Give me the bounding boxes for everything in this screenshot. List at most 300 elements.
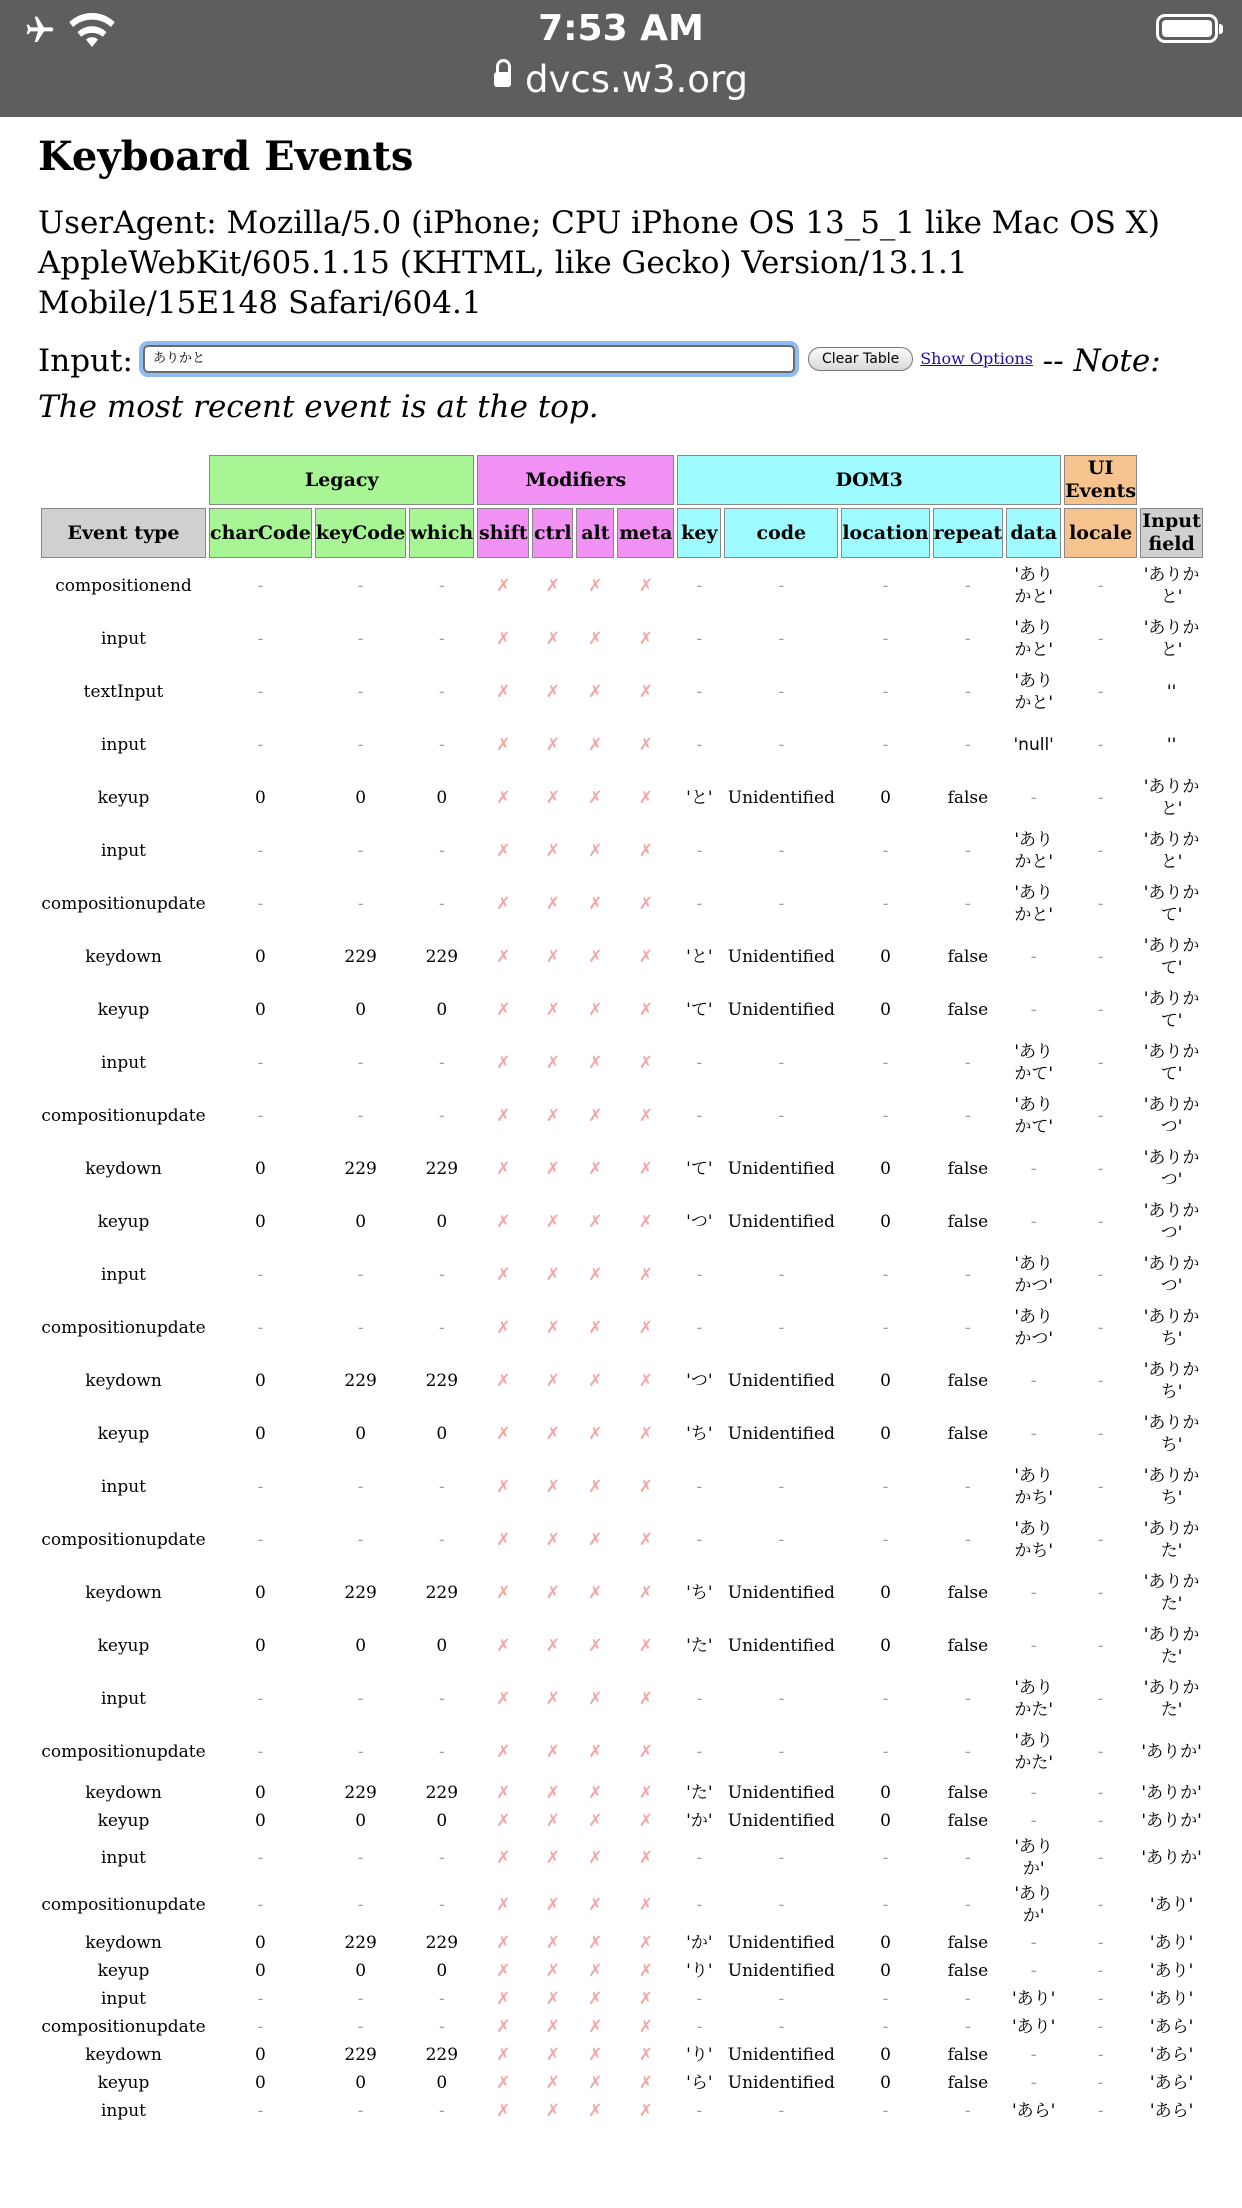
event-type-cell: compositionupdate: [41, 1895, 206, 1915]
event-row: [41, 1409, 1203, 1459]
column-header-keycode: keyCode: [315, 508, 406, 558]
alt-modifier-cell: ✗: [588, 1477, 603, 1497]
locale-cell: -: [1097, 841, 1104, 861]
charcode-cell: 0: [255, 1932, 266, 1953]
event-type-cell: keydown: [85, 1932, 162, 1953]
input-line: [38, 339, 1208, 429]
key-cell: -: [696, 2016, 703, 2037]
repeat-cell: false: [947, 1424, 989, 1444]
meta-modifier-cell: ✗: [638, 894, 653, 914]
which-cell: 229: [425, 1159, 459, 1179]
meta-modifier-cell: ✗: [638, 682, 653, 702]
alt-modifier-cell: ✗: [588, 1212, 603, 1232]
event-row: [41, 614, 1203, 664]
event-type-cell: keyup: [97, 1424, 150, 1444]
which-cell: 0: [436, 1636, 448, 1656]
repeat-cell: -: [965, 1848, 971, 1868]
input-field-cell: 'ありかち': [1143, 1466, 1200, 1508]
input-field-cell: 'ありか': [1141, 1848, 1202, 1868]
alt-modifier-cell: ✗: [588, 735, 603, 755]
ctrl-modifier-cell: ✗: [545, 1371, 560, 1391]
location-cell: -: [882, 682, 889, 702]
data-cell: 'ありかと': [1014, 618, 1054, 660]
data-cell: -: [1030, 1159, 1037, 1179]
column-header-repeat: repeat: [933, 508, 1004, 558]
shift-modifier-cell: ✗: [496, 894, 511, 914]
event-row: [41, 1836, 1203, 1880]
location-cell: -: [882, 2016, 889, 2037]
key-cell: -: [696, 1106, 703, 1126]
data-cell: -: [1030, 1636, 1037, 1656]
alt-modifier-cell: ✗: [588, 1742, 603, 1762]
which-cell: -: [438, 1477, 445, 1497]
event-row: [41, 1250, 1203, 1300]
event-type-cell: keyup: [97, 1810, 150, 1831]
key-cell: -: [696, 1895, 703, 1915]
event-type-cell: compositionupdate: [41, 1742, 206, 1762]
column-header-code: code: [724, 508, 838, 558]
data-cell: 'あり': [1011, 2016, 1056, 2037]
ctrl-modifier-cell: ✗: [545, 1895, 560, 1915]
input-field-cell: 'ありかち': [1143, 1413, 1200, 1455]
input-field-cell: 'ありかた': [1143, 1572, 1200, 1614]
event-type-cell: keyup: [97, 788, 150, 808]
keycode-cell: 229: [344, 1782, 377, 1803]
alt-modifier-cell: ✗: [588, 1583, 603, 1603]
repeat-cell: -: [965, 2100, 971, 2121]
location-cell: 0: [880, 788, 891, 808]
event-row: [41, 1091, 1203, 1141]
data-cell: -: [1030, 2072, 1037, 2093]
which-cell: 0: [436, 1424, 448, 1444]
repeat-cell: -: [965, 2016, 971, 2037]
data-cell: 'ありかち': [1014, 1519, 1054, 1561]
ctrl-modifier-cell: ✗: [545, 2044, 560, 2065]
shift-modifier-cell: ✗: [496, 1265, 511, 1285]
input-field-cell: 'あら': [1149, 2100, 1194, 2121]
ctrl-modifier-cell: ✗: [545, 576, 560, 596]
data-cell: 'ありかつ': [1014, 1307, 1054, 1349]
key-cell: -: [696, 1988, 703, 2009]
keycode-cell: -: [357, 1053, 364, 1073]
code-cell: Unidentified: [727, 788, 835, 808]
meta-modifier-cell: ✗: [638, 1106, 653, 1126]
which-cell: -: [438, 1106, 445, 1126]
which-cell: -: [438, 1689, 445, 1709]
input-field-cell: 'あら': [1149, 2016, 1194, 2037]
location-cell: 0: [880, 1932, 891, 1953]
locale-cell: -: [1097, 1424, 1104, 1444]
input-field-cell: 'ありかた': [1143, 1519, 1200, 1561]
shift-modifier-cell: ✗: [496, 1932, 511, 1953]
repeat-cell: -: [965, 1477, 971, 1497]
charcode-cell: -: [257, 1265, 264, 1285]
event-type-cell: keydown: [85, 1371, 162, 1391]
event-type-cell: input: [100, 1988, 147, 2009]
event-type-cell: textInput: [83, 682, 164, 702]
ctrl-modifier-cell: ✗: [545, 1159, 560, 1179]
input-field-cell: 'ありかと': [1143, 618, 1200, 660]
alt-modifier-cell: ✗: [588, 1053, 603, 1073]
location-cell: 0: [880, 1960, 891, 1981]
user-agent-text: UserAgent: Mozilla/5.0 (iPhone; CPU iPhone OS 13_5_1 like Mac OS X) AppleWebKit/605.1.15 (KHTML, like Gecko) Version/13.1.1 Mobile/15E148 Safari/604.1: [38, 205, 1160, 321]
clear-table-button[interactable]: Clear Table: [808, 347, 913, 371]
column-header-key: key: [677, 508, 721, 558]
keycode-cell: 0: [355, 1636, 367, 1656]
shift-modifier-cell: ✗: [496, 682, 511, 702]
data-cell: -: [1030, 788, 1037, 808]
alt-modifier-cell: ✗: [588, 1636, 603, 1656]
key-cell: -: [696, 576, 703, 596]
key-cell: 'て': [686, 1000, 713, 1020]
which-cell: -: [438, 735, 445, 755]
charcode-cell: -: [257, 1318, 264, 1338]
location-cell: -: [882, 1053, 889, 1073]
repeat-cell: -: [965, 1988, 971, 2009]
repeat-cell: -: [965, 1530, 971, 1550]
event-row: [41, 1462, 1203, 1512]
column-header-charcode: charCode: [209, 508, 312, 558]
code-cell: -: [778, 894, 785, 914]
event-row: [41, 1986, 1203, 2011]
event-type-cell: input: [100, 1477, 147, 1497]
event-type-cell: compositionupdate: [41, 1106, 206, 1126]
alt-modifier-cell: ✗: [588, 1159, 603, 1179]
location-cell: -: [882, 1530, 889, 1550]
data-cell: -: [1030, 1583, 1037, 1603]
column-header-event-type: Event type: [41, 508, 206, 558]
repeat-cell: -: [965, 1895, 971, 1915]
locale-cell: -: [1097, 1159, 1104, 1179]
data-cell: 'ありかと': [1014, 565, 1054, 607]
location-cell: -: [882, 1106, 889, 1126]
alt-modifier-cell: ✗: [588, 682, 603, 702]
charcode-cell: -: [257, 1895, 264, 1915]
event-row: [41, 826, 1203, 876]
data-cell: 'ありかつ': [1014, 1254, 1054, 1296]
location-cell: 0: [880, 1583, 891, 1603]
event-type-cell: keyup: [97, 1000, 150, 1020]
shift-modifier-cell: ✗: [496, 2100, 511, 2121]
locale-cell: -: [1097, 1960, 1104, 1981]
data-cell: 'ありかた': [1014, 1731, 1054, 1773]
code-cell: -: [778, 1053, 785, 1073]
event-row: [41, 2098, 1203, 2123]
event-type-cell: keydown: [85, 2044, 162, 2065]
meta-modifier-cell: ✗: [638, 1960, 653, 1981]
ctrl-modifier-cell: ✗: [545, 1477, 560, 1497]
alt-modifier-cell: ✗: [588, 2072, 603, 2093]
which-cell: -: [438, 1848, 445, 1868]
which-cell: 229: [425, 947, 459, 967]
charcode-cell: -: [257, 1053, 264, 1073]
group-header-ui-events: UI Events: [1064, 455, 1137, 505]
key-cell: -: [696, 1477, 703, 1497]
ctrl-modifier-cell: ✗: [545, 947, 560, 967]
event-row: [41, 1303, 1203, 1353]
locale-cell: -: [1097, 629, 1104, 649]
location-cell: -: [882, 2100, 889, 2121]
event-type-cell: compositionupdate: [41, 1530, 206, 1550]
alt-modifier-cell: ✗: [588, 1106, 603, 1126]
code-cell: -: [778, 1988, 785, 2009]
charcode-cell: -: [257, 841, 264, 861]
location-cell: 0: [880, 1810, 891, 1831]
event-row: [41, 1621, 1203, 1671]
charcode-cell: 0: [255, 1424, 266, 1444]
ctrl-modifier-cell: ✗: [545, 1424, 560, 1444]
show-options-link[interactable]: Show Options: [920, 348, 1033, 368]
repeat-cell: false: [947, 1782, 989, 1803]
key-cell: -: [696, 1530, 703, 1550]
meta-modifier-cell: ✗: [638, 576, 653, 596]
keycode-cell: -: [357, 894, 364, 914]
event-row: [41, 1780, 1203, 1805]
event-type-cell: keyup: [97, 2072, 150, 2093]
key-cell: -: [696, 841, 703, 861]
input-field-cell: 'ありかつ': [1143, 1201, 1200, 1243]
charcode-cell: 0: [255, 1810, 266, 1831]
location-cell: -: [882, 1689, 889, 1709]
input-field-cell: 'あり': [1149, 1960, 1194, 1981]
meta-modifier-cell: ✗: [638, 2016, 653, 2037]
location-cell: -: [882, 1848, 889, 1868]
meta-modifier-cell: ✗: [638, 841, 653, 861]
shift-modifier-cell: ✗: [496, 1742, 511, 1762]
locale-cell: -: [1097, 1265, 1104, 1285]
meta-modifier-cell: ✗: [638, 735, 653, 755]
event-row: [41, 2014, 1203, 2039]
data-cell: 'ありかて': [1014, 1042, 1054, 1084]
charcode-cell: -: [257, 1689, 264, 1709]
location-cell: -: [882, 1988, 889, 2009]
shift-modifier-cell: ✗: [496, 1424, 511, 1444]
ctrl-modifier-cell: ✗: [545, 1000, 560, 1020]
key-cell: 'ち': [686, 1583, 713, 1603]
shift-modifier-cell: ✗: [496, 947, 511, 967]
input-field-cell: 'ありかと': [1143, 777, 1200, 819]
ctrl-modifier-cell: ✗: [545, 1053, 560, 1073]
which-cell: -: [438, 576, 445, 596]
alt-modifier-cell: ✗: [588, 2100, 603, 2121]
locale-cell: -: [1097, 1742, 1104, 1762]
shift-modifier-cell: ✗: [496, 629, 511, 649]
alt-modifier-cell: ✗: [588, 894, 603, 914]
shift-modifier-cell: ✗: [496, 1212, 511, 1232]
code-cell: Unidentified: [727, 1960, 835, 1981]
event-row: [41, 1883, 1203, 1927]
keycode-cell: -: [357, 1265, 364, 1285]
ctrl-modifier-cell: ✗: [545, 1583, 560, 1603]
repeat-cell: false: [947, 1212, 989, 1232]
locale-cell: -: [1097, 1583, 1104, 1603]
shift-modifier-cell: ✗: [496, 1318, 511, 1338]
ctrl-modifier-cell: ✗: [545, 1636, 560, 1656]
ctrl-modifier-cell: ✗: [545, 894, 560, 914]
location-cell: -: [882, 735, 889, 755]
event-type-cell: keydown: [85, 947, 162, 967]
input-field-cell: 'ありかち': [1143, 1360, 1200, 1402]
table-body: [41, 561, 1203, 2123]
code-cell: -: [778, 1265, 785, 1285]
shift-modifier-cell: ✗: [496, 1053, 511, 1073]
alt-modifier-cell: ✗: [588, 841, 603, 861]
shift-modifier-cell: ✗: [496, 735, 511, 755]
meta-modifier-cell: ✗: [638, 1000, 653, 1020]
input-field-cell: 'あり': [1149, 1988, 1194, 2009]
group-header-spacer: [1140, 455, 1203, 505]
event-type-cell: compositionupdate: [41, 2016, 206, 2037]
shift-modifier-cell: ✗: [496, 1477, 511, 1497]
url-text: dvcs.w3.org: [524, 58, 748, 101]
data-cell: -: [1030, 1782, 1037, 1803]
ctrl-modifier-cell: ✗: [545, 1318, 560, 1338]
shift-modifier-cell: ✗: [496, 1106, 511, 1126]
location-cell: -: [882, 1477, 889, 1497]
alt-modifier-cell: ✗: [588, 2016, 603, 2037]
meta-modifier-cell: ✗: [638, 2044, 653, 2065]
meta-modifier-cell: ✗: [638, 788, 653, 808]
which-cell: -: [438, 2016, 445, 2037]
input-label: Input:: [38, 343, 133, 379]
repeat-cell: false: [947, 1960, 989, 1981]
repeat-cell: -: [965, 1318, 971, 1338]
meta-modifier-cell: ✗: [638, 1742, 653, 1762]
location-cell: 0: [880, 1636, 891, 1656]
ctrl-modifier-cell: ✗: [545, 1782, 560, 1803]
key-cell: -: [696, 2100, 703, 2121]
locale-cell: -: [1097, 1689, 1104, 1709]
key-cell: -: [696, 1318, 703, 1338]
note-text: Note: The most recent event is at the top.: [38, 343, 1161, 425]
charcode-cell: 0: [255, 788, 266, 808]
test-input-field[interactable]: ありかと: [143, 345, 795, 373]
alt-modifier-cell: ✗: [588, 1895, 603, 1915]
which-cell: -: [438, 1742, 445, 1762]
code-cell: -: [778, 1477, 785, 1497]
repeat-cell: false: [947, 1000, 989, 1020]
charcode-cell: 0: [255, 1159, 266, 1179]
repeat-cell: false: [947, 1371, 989, 1391]
alt-modifier-cell: ✗: [588, 947, 603, 967]
event-row: [41, 1568, 1203, 1618]
event-type-cell: keydown: [85, 1782, 162, 1803]
event-type-cell: keyup: [97, 1960, 150, 1981]
keycode-cell: -: [357, 2016, 364, 2037]
key-cell: 'た': [686, 1782, 713, 1803]
key-cell: 'つ': [686, 1371, 713, 1391]
code-cell: -: [778, 576, 785, 596]
locale-cell: -: [1097, 2016, 1104, 2037]
key-cell: 'か': [686, 1810, 713, 1831]
alt-modifier-cell: ✗: [588, 2044, 603, 2065]
event-type-cell: compositionupdate: [41, 894, 206, 914]
keycode-cell: -: [357, 1106, 364, 1126]
event-row: [41, 1356, 1203, 1406]
status-time: 7:53 AM: [538, 8, 704, 49]
data-cell: 'ありか': [1014, 1884, 1054, 1926]
location-cell: 0: [880, 1000, 891, 1020]
locale-cell: -: [1097, 1932, 1104, 1953]
shift-modifier-cell: ✗: [496, 1371, 511, 1391]
shift-modifier-cell: ✗: [496, 1960, 511, 1981]
locale-cell: -: [1097, 947, 1104, 967]
which-cell: -: [438, 1988, 445, 2009]
meta-modifier-cell: ✗: [638, 1583, 653, 1603]
shift-modifier-cell: ✗: [496, 1583, 511, 1603]
key-cell: 'か': [686, 1932, 713, 1953]
keycode-cell: 229: [344, 947, 377, 967]
alt-modifier-cell: ✗: [588, 1000, 603, 1020]
charcode-cell: -: [257, 735, 264, 755]
ctrl-modifier-cell: ✗: [545, 1212, 560, 1232]
charcode-cell: -: [257, 1742, 264, 1762]
meta-modifier-cell: ✗: [638, 1932, 653, 1953]
input-field-cell: 'ありかつ': [1143, 1254, 1200, 1296]
which-cell: 0: [436, 2072, 448, 2093]
code-cell: Unidentified: [727, 1424, 835, 1444]
input-field-cell: 'ありか': [1141, 1742, 1202, 1762]
group-header-legacy: Legacy: [209, 455, 474, 505]
data-cell: -: [1030, 1810, 1037, 1831]
code-cell: Unidentified: [727, 1159, 835, 1179]
locale-cell: -: [1097, 682, 1104, 702]
charcode-cell: 0: [255, 1782, 266, 1803]
which-cell: 229: [425, 1782, 459, 1803]
data-cell: 'ありかと': [1014, 830, 1054, 872]
charcode-cell: -: [257, 682, 264, 702]
code-cell: -: [778, 1848, 785, 1868]
ctrl-modifier-cell: ✗: [545, 2072, 560, 2093]
charcode-cell: -: [257, 1477, 264, 1497]
alt-modifier-cell: ✗: [588, 1424, 603, 1444]
meta-modifier-cell: ✗: [638, 1265, 653, 1285]
repeat-cell: -: [965, 1106, 971, 1126]
repeat-cell: -: [965, 576, 971, 596]
charcode-cell: 0: [255, 947, 266, 967]
alt-modifier-cell: ✗: [588, 576, 603, 596]
event-type-cell: input: [100, 2100, 147, 2121]
input-field-cell: 'ありかつ': [1143, 1148, 1200, 1190]
event-row: [41, 879, 1203, 929]
shift-modifier-cell: ✗: [496, 2016, 511, 2037]
event-row: [41, 1727, 1203, 1777]
locale-cell: -: [1097, 2100, 1104, 2121]
input-field-cell: '': [1166, 682, 1177, 702]
locale-cell: -: [1097, 1810, 1104, 1831]
address-bar[interactable]: [0, 58, 1242, 101]
note-dash: --: [1032, 343, 1074, 379]
code-cell: Unidentified: [727, 1212, 835, 1232]
shift-modifier-cell: ✗: [496, 1810, 511, 1831]
shift-modifier-cell: ✗: [496, 1689, 511, 1709]
code-cell: -: [778, 841, 785, 861]
input-field-cell: 'あら': [1149, 2072, 1194, 2093]
repeat-cell: -: [965, 1689, 971, 1709]
repeat-cell: false: [947, 1810, 989, 1831]
keycode-cell: 0: [355, 2072, 367, 2093]
keycode-cell: 0: [355, 1212, 367, 1232]
key-cell: -: [696, 894, 703, 914]
input-field-cell: 'ありかと': [1143, 565, 1200, 607]
keycode-cell: 0: [355, 1960, 367, 1981]
which-cell: 229: [425, 2044, 459, 2065]
locale-cell: -: [1097, 1318, 1104, 1338]
which-cell: -: [438, 1265, 445, 1285]
meta-modifier-cell: ✗: [638, 1159, 653, 1179]
input-field-cell: 'ありかち': [1143, 1307, 1200, 1349]
data-cell: -: [1030, 1960, 1037, 1981]
